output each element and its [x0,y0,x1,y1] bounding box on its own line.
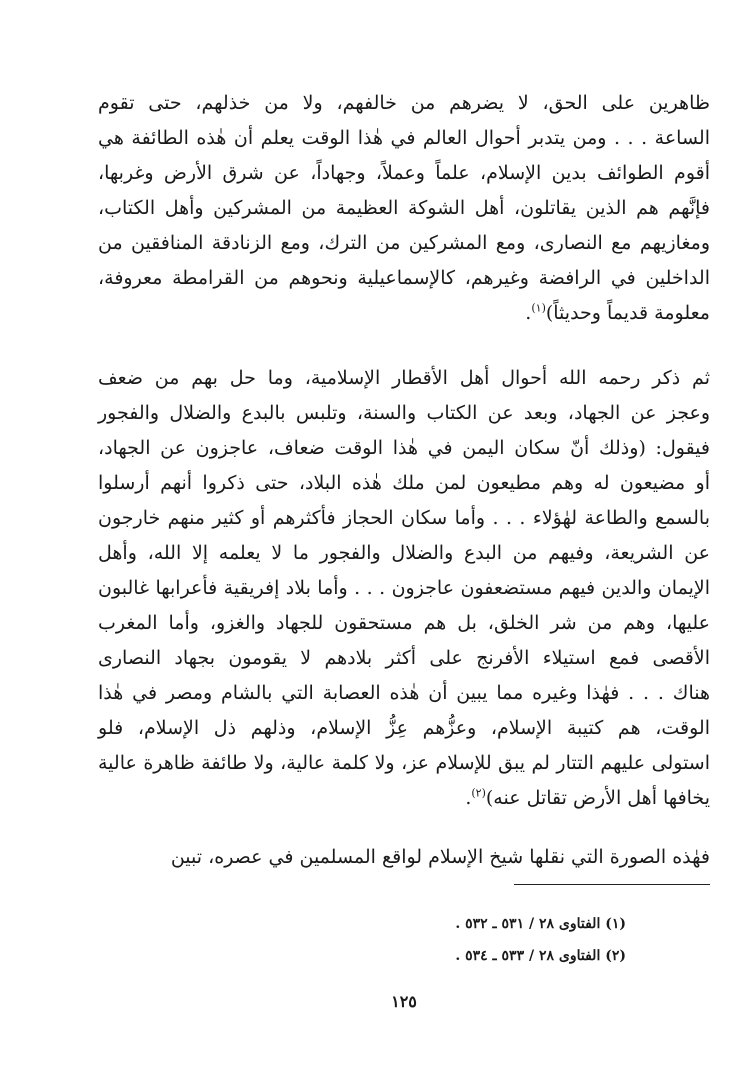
text-line: فإنَّهم هم الذين يقاتلون، أهل الشوكة العظيمة من المشركين وأهل الكتاب، [98,197,710,219]
text-line: الوقت، هم كتيبة الإسلام، وعزُّهم عِزُّ الإسلام، وذلهم ذل الإسلام، فلو [98,717,710,739]
text-line: ظاهرين على الحق، لا يضرهم من خالفهم، ولا من خذلهم، حتى تقوم [98,92,710,114]
text-line-last [98,296,710,331]
text-line: ومغازيهم مع النصارى، ومع المشركين من الترك، ومع الزنادقة المنافقين من [98,232,710,254]
text-line: بالسمع والطاعة لهٰؤلاء . . . وأما سكان الحجاز فأكثرهم أو كثير منهم خارجون [98,507,710,529]
text-line: أو مضيعون له وهم مطيعون لمن ملك هٰذه البلاد، حتى ذكروا أنهم أرسلوا [98,472,710,494]
paragraph-3 [98,840,710,875]
footnote-ref-1[interactable]: (١) [531,301,546,315]
text-line-last [98,781,710,816]
text-line: وعجز عن الجهاد، وبعد عن الكتاب والسنة، وتلبس بالبدع والضلال والفجور [98,402,710,424]
text-line: الإيمان والدين فيهم مستضعفون عاجزون . . . وأما بلاد إفريقية فأعرابها غالبون [98,577,710,599]
text-line: عن الشريعة، وفيهم من البدع والضلال والفجور ما لا يعلمه إلا الله، وأهل [98,542,710,564]
text-line-content: يخافها أهل الأرض تقاتل عنه) [485,787,710,809]
footnote-separator [514,884,710,885]
footnote-ref-2[interactable]: (٢) [471,786,486,800]
footnote-2: (٢) الفتاوى ٢٨ / ٥٣٣ ـ ٥٣٤ . [455,948,626,964]
text-line-content: معلومة قديماً وحديثاً) [545,302,710,324]
text-line: فهٰذه الصورة التي نقلها شيخ الإسلام لواقع المسلمين في عصره، تبين [170,846,710,868]
text-line: الساعة . . . ومن يتدبر أحوال العالم في هٰذا الوقت يعلم أن هٰذه الطائفة هي [98,127,710,149]
text-line: أقوم الطوائف بدين الإسلام، علماً وعملاً، وجهاداً، عن شرق الأرض وغربها، [98,162,710,184]
page-number: ١٢٥ [391,992,417,1011]
footnotes [98,908,710,972]
text-line: الداخلين في الرافضة وغيرهم، كالإسماعيلية ونحوهم من القرامطة معروفة، [98,267,710,289]
paragraph-1 [98,86,710,331]
text-line: الأقصى فمع استيلاء الأفرنج على أكثر بلادهم لا يقومون بجهاد النصارى [98,647,710,669]
text-line: استولى عليهم التتار لم يبق للإسلام عز، ولا كلمة عالية، ولا طائفة ظاهرة عالية [98,752,710,774]
footnote-1: (١) الفتاوى ٢٨ / ٥٣١ ـ ٥٣٢ . [455,916,626,932]
text-line: ثم ذكر رحمه الله أحوال أهل الأقطار الإسلامية، وما حل بهم من ضعف [98,367,710,389]
text-line: عليها، وهم من شر الخلق، بل هم مستحقون للجهاد والغزو، وأما المغرب [98,612,710,634]
text-line: هناك . . . فهٰذا وغيره مما يبين أن هٰذه العصابة التي بالشام ومصر في هٰذا [98,682,710,704]
text-line: فيقول: (وذلك أنّ سكان اليمن في هٰذا الوقت ضعاف، عاجزون عن الجهاد، [98,437,710,459]
paragraph-2 [98,361,710,816]
sentence-end: . [525,302,532,324]
sentence-end: . [465,787,472,809]
